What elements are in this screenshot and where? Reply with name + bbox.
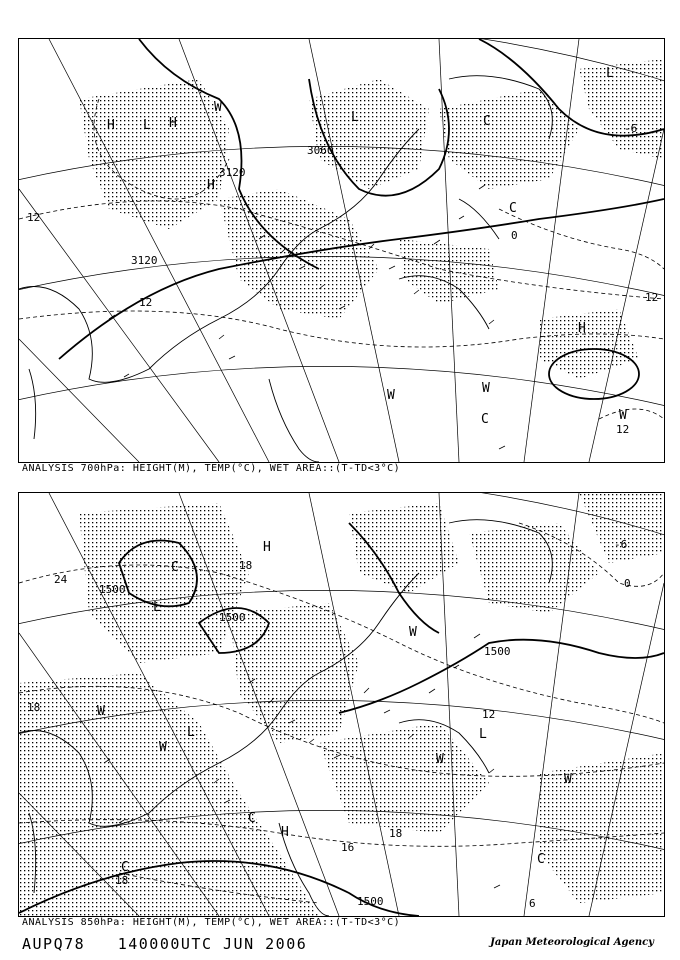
analysis-map-850hpa — [18, 492, 665, 917]
center-marker: W — [409, 625, 417, 640]
center-marker: H — [281, 825, 289, 840]
center-marker: C — [121, 860, 129, 875]
center-marker: L — [479, 727, 487, 742]
wet-area-700 — [79, 59, 664, 379]
contour-label: 3120 — [219, 166, 246, 179]
contour-label: 12 — [482, 708, 496, 721]
center-marker: W — [387, 388, 395, 403]
contour-label: 1500 — [357, 895, 384, 908]
center-marker: L — [143, 118, 151, 133]
contour-label: 1500 — [484, 645, 511, 658]
center-marker: H — [263, 540, 271, 555]
contour-label: 3120 — [131, 254, 158, 267]
contour-label: 18 — [115, 874, 129, 887]
panel-caption-700: ANALYSIS 700hPa: HEIGHT(M), TEMP(°C), WET AREA::(T-TD<3°C) — [22, 463, 401, 474]
contour-label: 18 — [27, 701, 41, 714]
contour-label: 0 — [511, 229, 518, 242]
center-marker: C — [483, 114, 491, 129]
center-marker: H — [169, 116, 177, 131]
analysis-map-700hpa — [18, 38, 665, 463]
center-marker: W — [159, 740, 167, 755]
contour-label: -6 — [624, 122, 638, 135]
center-marker: W — [564, 772, 572, 787]
valid-time: 140000UTC JUN 2006 — [117, 935, 308, 953]
contour-label: 12 — [616, 423, 630, 436]
center-marker: C — [248, 811, 256, 826]
contour-label: 1500 — [219, 611, 246, 624]
contour-label: 6 — [529, 897, 536, 910]
center-marker: L — [606, 66, 614, 81]
panel-caption-850: ANALYSIS 850hPa: HEIGHT(M), TEMP(°C), WET AREA::(T-TD<3°C) — [22, 917, 401, 928]
center-marker: C — [481, 412, 489, 427]
center-marker: W — [214, 100, 222, 115]
contour-label: 18 — [389, 827, 403, 840]
center-marker: W — [97, 704, 105, 719]
center-marker: W — [436, 752, 444, 767]
center-marker: W — [619, 408, 627, 423]
contour-label: 12 — [645, 291, 659, 304]
contour-label: 1500 — [99, 583, 126, 596]
contour-label: 0 — [624, 577, 631, 590]
agency-name: Japan Meteorological Agency — [490, 937, 654, 948]
center-marker: W — [482, 381, 490, 396]
center-marker: L — [187, 725, 195, 740]
center-marker: C — [171, 560, 179, 575]
chart-id: AUPQ78 — [22, 935, 86, 953]
chart-footer — [22, 935, 329, 953]
contour-label: 3060 — [307, 144, 334, 157]
center-marker: L — [351, 110, 359, 125]
center-marker: H — [207, 178, 215, 193]
contour-label: 12 — [27, 211, 41, 224]
contour-label: 16 — [341, 841, 355, 854]
center-marker: L — [153, 600, 161, 615]
center-marker: H — [578, 321, 586, 336]
contour-label: 24 — [54, 573, 68, 586]
contour-label: 12 — [139, 296, 153, 309]
contour-label: -6 — [614, 538, 628, 551]
center-marker: C — [509, 201, 517, 216]
center-marker: H — [107, 118, 115, 133]
contour-label: 18 — [239, 559, 253, 572]
center-marker: C — [537, 852, 545, 867]
